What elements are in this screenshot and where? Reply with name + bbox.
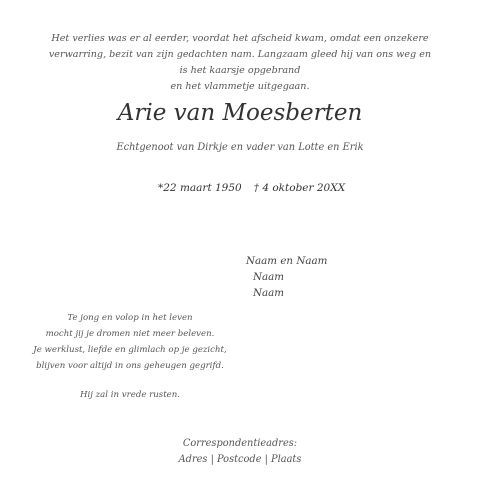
poem-line: verwarring, bezit van zijn gedachten nam. Langzaam gleed hij van ons weg en [48, 49, 432, 60]
poem-line: blijven voor altijd in ons geheugen gegrifd. [36, 361, 224, 371]
address-line: Adres | Postcode | Plaats [178, 454, 302, 465]
poem-line: is het kaarsje opgebrand [179, 65, 301, 76]
poem-line: mocht jij je dromen niet meer beleven. [45, 329, 215, 339]
closing-line: Hij zal in vrede rusten. [79, 390, 180, 400]
poem-line: en het vlammetje uitgegaan. [170, 81, 310, 92]
family-name: Naam [253, 287, 285, 299]
family-names [246, 253, 327, 301]
life-dates [158, 180, 358, 196]
poem-line: Je werklust, liefde en glimlach op je gezicht, [33, 345, 227, 355]
correspondence-address [140, 436, 340, 468]
correspondence-label: Correspondentieadres: [182, 438, 298, 449]
deceased-name: Arie van Moesberten [117, 100, 363, 126]
family-name: Naam en Naam [246, 255, 328, 267]
family-name: Naam [253, 271, 285, 283]
closing-poem [30, 310, 230, 403]
opening-poem [0, 31, 480, 95]
poem-line: Het verlies was er al eerder, voordat het afscheid kwam, omdat een onzekere [51, 33, 429, 44]
poem-line: Te jong en volop in het leven [67, 313, 193, 323]
birth-date: *22 maart 1950 [158, 182, 242, 194]
death-date: † 4 oktober 20XX [253, 182, 346, 194]
relation-subtitle: Echtgenoot van Dirkje en vader van Lotte en Erik [116, 142, 364, 153]
